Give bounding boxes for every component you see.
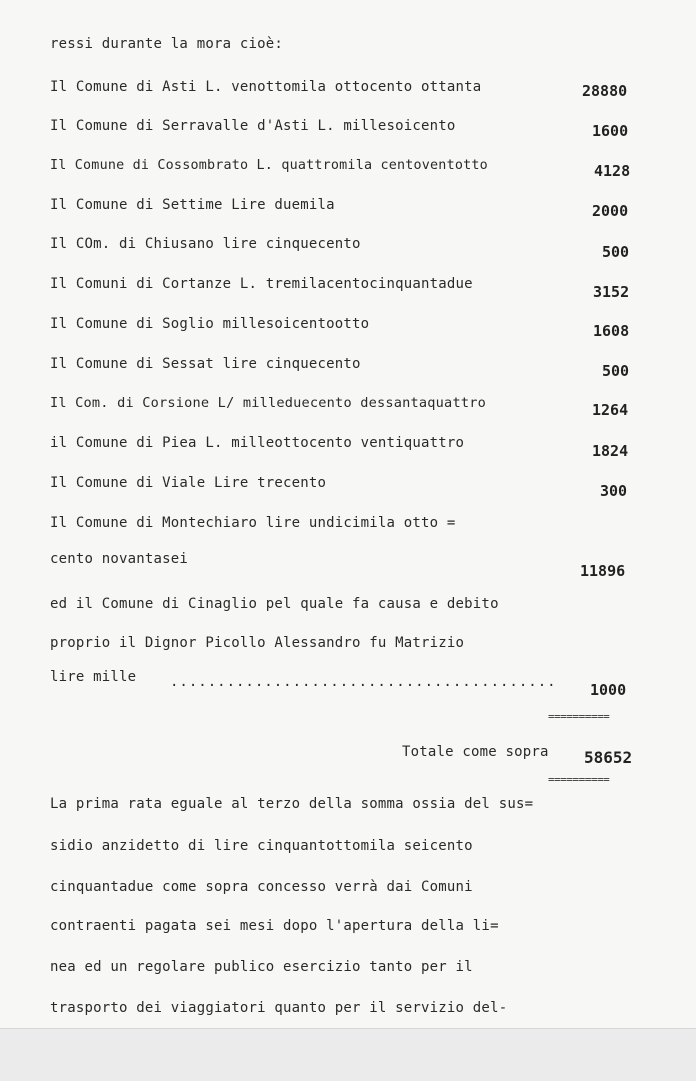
entry-cinaglio-line1: ed il Comune di Cinaglio pel quale fa causa e debito: [50, 596, 499, 612]
entry-cortanze-text: Il Comuni di Cortanze L. tremilacentocinquantadue: [50, 276, 473, 292]
entry-viale-text: Il Comune di Viale Lire trecento: [50, 475, 327, 491]
total-amount: 58652: [584, 748, 633, 767]
paragraph-line-3: cinquantadue come sopra concesso verrà dai Comuni: [50, 879, 473, 895]
entry-soglio-text: Il Comune di Soglio millesoicentootto: [50, 316, 370, 332]
entry-asti-amount: 28880: [582, 82, 628, 100]
paragraph-line-5: nea ed un regolare publico esercizio tanto per il: [50, 959, 473, 975]
sum-rule-top: ==========: [548, 710, 610, 723]
total-label: Totale come sopra: [402, 744, 549, 760]
entry-settime-text: Il Comune di Settime Lire duemila: [50, 197, 335, 213]
entry-cossombrato-text: Il Comune di Cossombrato L. quattromila centoventotto: [50, 158, 488, 173]
entry-cinaglio-amount: 1000: [590, 681, 627, 699]
paragraph-line-1: La prima rata eguale al terzo della somma ossia del sus=: [50, 796, 534, 812]
entry-sessat-text: Il Comune di Sessat lire cinquecento: [50, 356, 361, 372]
entry-montechiaro-line1: Il Comune di Montechiaro lire undicimila otto =: [50, 515, 456, 531]
scan-background-strip: [0, 1028, 696, 1081]
entry-settime-amount: 2000: [592, 202, 629, 220]
intro-line: ressi durante la mora cioè:: [50, 36, 283, 52]
entry-montechiaro-line2: cento novantasei: [50, 551, 189, 567]
entry-chiusano-text: Il COm. di Chiusano lire cinquecento: [50, 236, 361, 252]
paragraph-line-2: sidio anzidetto di lire cinquantottomila seicento: [50, 838, 473, 854]
entry-serravalle-text: Il Comune di Serravalle d'Asti L. millesoicento: [50, 118, 456, 134]
entry-corsione-amount: 1264: [592, 401, 629, 419]
entry-corsione-text: Il Com. di Corsione L/ milleduecento dessantaquattro: [50, 395, 486, 411]
entry-serravalle-amount: 1600: [592, 122, 629, 140]
entry-cortanze-amount: 3152: [593, 283, 630, 301]
entry-cinaglio-line2: proprio il Dignor Picollo Alessandro fu Matrizio: [50, 635, 465, 651]
sum-rule-bottom: ==========: [548, 773, 610, 786]
entry-montechiaro-amount: 11896: [580, 562, 626, 580]
entry-cossombrato-amount: 4128: [594, 162, 631, 180]
entry-viale-amount: 300: [600, 482, 628, 500]
entry-sessat-amount: 500: [602, 362, 630, 380]
entry-cinaglio-line3: lire mille: [50, 669, 137, 685]
paragraph-line-6: trasporto dei viaggiatori quanto per il servizio del-: [50, 1000, 508, 1016]
dot-leader: .........................................: [170, 674, 557, 690]
entry-soglio-amount: 1608: [593, 322, 630, 340]
entry-chiusano-amount: 500: [602, 243, 630, 261]
entry-asti-text: Il Comune di Asti L. venottomila ottocento ottanta: [50, 79, 482, 95]
paragraph-line-4: contraenti pagata sei mesi dopo l'apertura della li=: [50, 918, 499, 934]
entry-piea-text: il Comune di Piea L. milleottocento ventiquattro: [50, 435, 465, 451]
entry-piea-amount: 1824: [592, 442, 629, 460]
